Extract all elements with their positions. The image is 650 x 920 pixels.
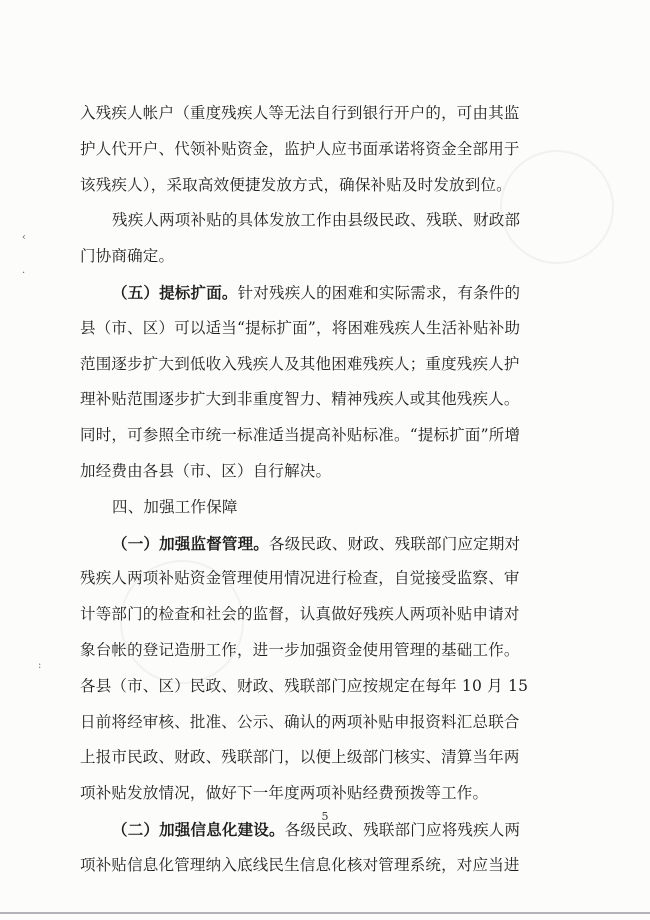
scan-edge xyxy=(0,912,650,914)
text-line: 同时，可参照全市统一标准适当提高补贴标准。“提标扩面”所增 xyxy=(80,426,521,445)
text-line: 加经费由各县（市、区）自行解决。 xyxy=(80,461,332,480)
section-heading xyxy=(80,490,554,526)
text-line: 范围逐步扩大到低收入残疾人及其他困难残疾人；重度残疾人护 xyxy=(80,354,520,373)
scan-mark: · xyxy=(22,268,26,279)
item-text: 各级民政、残联部门应将残疾人两 xyxy=(284,820,521,839)
page-number: 5 xyxy=(321,810,329,823)
text-line: 残疾人两项补贴资金管理使用情况进行检查，自觉接受监察、审 xyxy=(80,569,520,588)
item-heading: （二）加强信息化建设。 xyxy=(112,819,285,839)
text-line: 理补贴范围逐步扩大到非重度智力、精神残疾人或其他残疾人。 xyxy=(80,390,520,409)
paragraph-item-1 xyxy=(80,526,554,812)
text-line: 项补贴发放情况，做好下一年度两项补贴经费预拨等工作。 xyxy=(80,784,489,803)
text-line xyxy=(80,275,554,311)
scan-mark: : xyxy=(38,660,42,671)
text-line: 上报市民政、财政、残联部门，以便上级部门核实、清算当年两 xyxy=(80,748,520,767)
item-text: 各级民政、财政、残联部门应定期对 xyxy=(269,534,521,553)
text-line: 计等部门的检查和社会的监督，认真做好残疾人两项补贴申请对 xyxy=(80,605,520,624)
text-line: 残疾人两项补贴的具体发放工作由县级民政、残联、财政部 xyxy=(112,211,521,230)
text-line: 项补贴信息化管理纳入底线民生信息化核对管理系统，对应当进 xyxy=(80,855,520,874)
paragraph-item-5 xyxy=(80,275,554,490)
text-line: 日前将经审核、批准、公示、确认的两项补贴申报资料汇总联合 xyxy=(80,712,520,731)
text-line: 门协商确定。 xyxy=(80,247,175,266)
text-line: 护人代开户、代领补贴资金，监护人应书面承诺将资金全部用于 xyxy=(80,139,520,158)
item-heading: （五）提标扩面。 xyxy=(112,282,238,302)
body-text xyxy=(80,96,554,884)
paragraph-distribution xyxy=(80,203,554,275)
item-heading: （一）加强监督管理。 xyxy=(112,533,270,553)
item-text: 针对残疾人的困难和实际需求，有条件的 xyxy=(237,283,521,302)
text-line: 县（市、区）可以适当“提标扩面”，将困难残疾人生活补贴补助 xyxy=(80,318,521,337)
paragraph-continuation xyxy=(80,96,554,203)
section-title: 四、加强工作保障 xyxy=(112,497,238,516)
text-line xyxy=(80,526,554,562)
text-line: 该残疾人），采取高效便捷发放方式，确保补贴及时发放到位。 xyxy=(80,175,512,194)
text-line: 象台帐的登记造册工作，进一步加强资金使用管理的基础工作。 xyxy=(80,640,520,659)
text-line: 各县（市、区）民政、财政、残联部门应按规定在每年 10 月 15 xyxy=(80,676,529,695)
text-line: 入残疾人帐户（重度残疾人等无法自行到银行开户的，可由其监 xyxy=(80,104,520,122)
scan-mark: ‹ xyxy=(22,232,26,243)
